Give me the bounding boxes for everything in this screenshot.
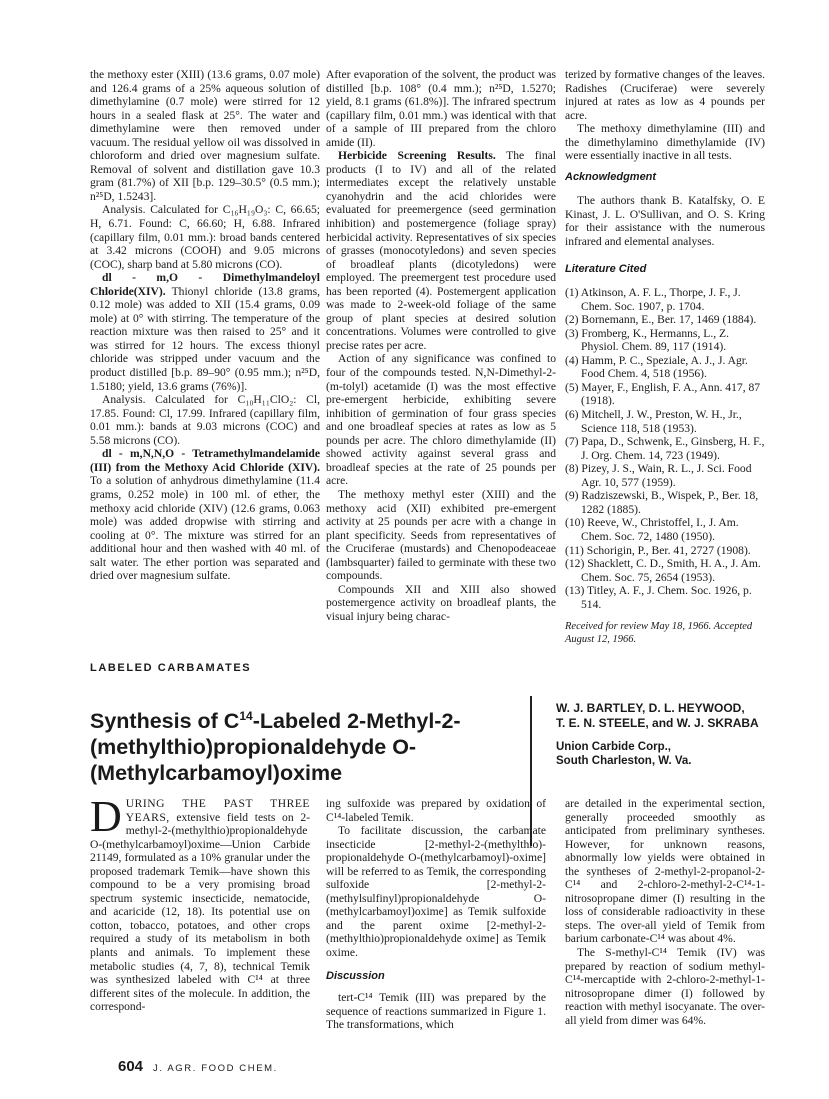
literature-heading: Literature Cited: [565, 262, 647, 275]
paragraph: [326, 583, 556, 624]
paragraph-text: The methoxy methyl ester (XIII) and the methoxy acid (XII) exhibited pre-emergent activity at 25 pounds per acre with a change in plant specificity. Seeds from representatives of the Cruciferae (mustards) and Chenopodeaceae (lambsquarter) failed to germinate with these two compounds.: [326, 487, 556, 583]
body-column-3: [565, 797, 765, 1027]
reference-item: (4) Hamm, P. C., Speziale, A. J., J. Agr. Food Chem. 4, 518 (1956).: [565, 353, 748, 381]
paragraph: To facilitate discussion, the carbamate insecticide [2-methyl-2-(methylthio)-propionaldehyde O-(methylcarbamoyl)-oxime] will be referred to as Temik, the corresponding sulfoxide [2-methyl-2-(methylsulfinyl)propionaldehyde O-(methylcarbamoyl)oxime] as Temik sulfoxide and the parent oxime [2-methyl-2-(methylthio)propionaldehyde oxime] as Temik oxime.: [326, 824, 546, 960]
paragraph: [90, 203, 320, 271]
authors: [556, 701, 776, 730]
paragraph-text: Analysis. Calculated for C₁₀H₁₁ClO₂: Cl, 17.85. Found: Cl, 17.99. Infrared (capillary film, 0.01 mm.): bands at 9.03 microns (COC) and 5.58 microns (CO).: [90, 393, 320, 447]
reference-item: (9) Radziszewski, B., Wispek, P., Ber. 18, 1282 (1885).: [565, 489, 759, 516]
received-date: Received for review May 18, 1966. Accepted August 12, 1966.: [565, 621, 753, 645]
body-column-2: [326, 797, 546, 1032]
reference-item: (2) Bornemann, E., Ber. 17, 1469 (1884).: [565, 313, 757, 327]
affiliation-line: South Charleston, W. Va.: [556, 755, 692, 767]
acknowledgment-text: The authors thank B. Katalfsky, O. E Kinast, J. L. O'Sullivan, and O. S. Kring for their assistance with the numerous infrared and elemental analyses.: [565, 194, 765, 249]
title-pre: Synthesis of C: [90, 709, 240, 734]
reference-item: (11) Schorigin, P., Ber. 41, 2727 (1908).: [565, 543, 751, 557]
paragraph-text: Thionyl chloride (13.8 grams, 0.12 mole) was added to XII (15.4 grams, 0.09 mole) at 0° with stirring. The temperature of the reaction mixture was then raised to 25° and it was stirred for 12 hours. The excess thionyl chloride was stripped under vacuum and the product distilled [b.p. 89–90° (0.95 mm.); n²⁵D, 1.5180; yield, 13.6 grams (76%)].: [90, 284, 320, 393]
paragraph-lead: Herbicide Screening Results.: [338, 149, 496, 163]
title-post: -Labeled 2-Methyl-2-(methylthio)propionaldehyde O-(Methylcarbamoyl)oxime: [90, 709, 461, 786]
paragraph-text: Analysis. Calculated for C₁₆H₁₉O₃: C, 66.65; H, 6.71. Found: C, 66.60; H, 6.88. Infrared (capillary film, 0.01 mm.): broad bands centered at 3.42 microns (COOH) and 9.05 microns (COC), sharp band at 5.80 microns (CO).: [90, 203, 320, 271]
paragraph-text: Compounds XII and XIII also showed postemergence activity on broadleaf plants, the visual injury being charac-: [326, 582, 556, 623]
affiliation: [556, 740, 776, 768]
discussion-heading: Discussion: [326, 969, 385, 982]
paragraph: [326, 488, 556, 583]
top-column-1: [90, 68, 320, 583]
author-line: T. E. N. STEELE, and W. J. SKRABA: [556, 715, 759, 730]
reference-item: (12) Shacklett, C. D., Smith, H. A., J. Am. Chem. Soc. 75, 2654 (1953).: [565, 557, 761, 584]
paragraph: [565, 122, 765, 163]
paragraph-text: After evaporation of the solvent, the product was distilled [b.p. 108° (0.4 mm.); n²⁵D, 1.5270; yield, 8.1 grams (61.8%)]. The infrared spectrum (capillary film, 0.01 mm.) was identical with that of a sample of III prepared from the chloro amide (II).: [326, 68, 556, 149]
author-line: W. J. BARTLEY, D. L. HEYWOOD,: [556, 701, 745, 715]
reference-item: (13) Titley, A. F., J. Chem. Soc. 1926, p. 514.: [565, 584, 752, 611]
page-footer: [118, 1058, 278, 1076]
column-3-intro: [565, 68, 765, 163]
paragraph: [90, 271, 320, 393]
page-number: 604: [118, 1058, 144, 1075]
reference-item: (7) Papa, D., Schwenk, E., Ginsberg, H. F., J. Org. Chem. 14, 723 (1949).: [565, 435, 765, 462]
paragraph: are detailed in the experimental section, generally proceeded smoothly as anticipated from preliminary syntheses. However, for unknown reasons, abnormally low yields were obtained in the syntheses of 2-methyl-2-propanol-2-C¹⁴ and 2-chloro-2-methyl-2-C¹⁴-1-nitrosopropane dimer (I) resulting in the loss of considerable radioactivity in these steps. The over-all yield of Temik from barium carbonate-C¹⁴ was about 4%.: [565, 797, 765, 946]
reference-item: (6) Mitchell, J. W., Preston, W. H., Jr., Science 118, 518 (1953).: [565, 408, 742, 435]
reference-item: (8) Pizey, J. S., Wain, R. L., J. Sci. Food Agr. 10, 577 (1959).: [565, 462, 752, 489]
reference-item: (10) Reeve, W., Christoffel, I., J. Am. Chem. Soc. 72, 1480 (1950).: [565, 516, 739, 543]
paragraph: [326, 352, 556, 487]
paragraph-text: The final products (I to IV) and all of the related intermediates except the relatively unstable cyanohydrin and the acid chlorides were evaluated for preemergence (seed germination inhibition) and postemergence (foliage spray) herbicidal activity. Representatives of six species of grasses (monocotyledons) and seven species of broadleaf plants (dicotyledons) were employed. The preemergent test procedure used has been reported (4). Postemergent application was made to 2-week-old foliage of the same group of plant species at desired solution concentrations. Volumes were controlled to give precise rates per acre.: [326, 149, 556, 352]
article-title: [90, 703, 520, 786]
affiliation-line: Union Carbide Corp.,: [556, 741, 671, 753]
paragraph-text: terized by formative changes of the leaves. Radishes (Cruciferae) were severely injured at rates as low as 4 pounds per acre.: [565, 68, 765, 122]
paragraph-lead: dl - m,O - Dimethylmandeloyl Chloride(XIV).: [90, 271, 320, 298]
section-label: LABELED CARBAMATES: [90, 662, 252, 674]
body-column-1: [90, 792, 310, 1014]
paragraph-text: Action of any significance was confined to four of the compounds tested. N,N-Dimethyl-2-(m-tolyl) acetamide (I) was the most effective pre-emergent herbicide, exhibiting severe inhibition of germination of four grass species and one broadleaf species at rates as low as 5 pounds per acre. The chloro dimethylamide (II) showed activity against several grass and broadleaf species at the rate of 25 pounds per acre.: [326, 352, 556, 488]
paragraph-lead: dl - m,N,N,O - Tetramethylmandelamide (III) from the Methoxy Acid Chloride (XIV).: [90, 447, 320, 474]
paragraph: tert-C¹⁴ Temik (III) was prepared by the sequence of reactions summarized in Figure 1. The transformations, which: [326, 991, 546, 1032]
paragraph-text: The methoxy dimethylamine (III) and the dimethylamino dimethylamide (IV) were essentially inactive in all tests.: [565, 122, 765, 163]
reference-item: (3) Fromberg, K., Hermanns, L., Z. Physiol. Chem. 89, 117 (1914).: [565, 326, 729, 354]
acknowledgment-heading: Acknowledgment: [565, 170, 657, 183]
paragraph-text: To a solution of anhydrous dimethylamine (11.4 grams, 0.252 mole) in 100 ml. of ether, the methoxy acid chloride (XIV) (12.6 grams, 0.063 mole) was added dropwise with stirring and cooling at 0°. The mixture was stirred for an additional hour and then washed with 40 ml. of salt water. The ether portion was separated and dried over magnesium sulfate.: [90, 474, 320, 583]
top-column-3: [565, 68, 765, 646]
top-column-2: [326, 68, 556, 623]
paragraph: [90, 68, 320, 203]
paragraph-text: the methoxy ester (XIII) (13.6 grams, 0.07 mole) and 126.4 grams of a 25% aqueous solution of dimethylamine (0.7 mole) were stirred for 12 hours in a sealed flask at 25°. The water and dimethylamine were then removed under vacuum. The residual yellow oil was dissolved in chloroform and dried over magnesium sulfate. Removal of solvent and distillation gave 10.3 gram (81.7%) of XII [b.p. 129–30.5° (0.5 mm.); n²⁵D, 1.5243].: [90, 68, 320, 203]
paragraph: [90, 393, 320, 447]
drop-cap: D: [90, 792, 122, 841]
paragraph: [90, 447, 320, 582]
reference-item: (5) Mayer, F., English, F. A., Ann. 417, 87 (1918).: [565, 380, 761, 408]
lead-in: URING THE PAST THREE YEARS,: [125, 797, 310, 824]
reference-item: (1) Atkinson, A. F. L., Thorpe, J. F., J. Chem. Soc. 1907, p. 1704.: [565, 286, 741, 313]
paragraph: ing sulfoxide was prepared by oxidation of C¹⁴-labeled Temik.: [326, 797, 546, 824]
title-sup: 14: [239, 709, 253, 723]
paragraph: [565, 68, 765, 122]
paragraph: The S-methyl-C¹⁴ Temik (IV) was prepared by reaction of sodium methyl-C¹⁴-mercaptide with 2-chloro-2-methyl-1-nitrosopropane dimer (I) followed by reaction with methyl isocyanate. The over-all yield from dimer was 64%.: [565, 946, 765, 1027]
intro-text: extensive field tests on 2-methyl-2-(methylthio)propionaldehyde O-(methylcarbamoyl)oxime—Union Carbide 21149, formulated as a 10% granular under the proposed trademark Temik—have shown this compound to be a very promising broad spectrum systemic insecticide, nematocide, and acaricide (12, 18). Its potential use on cotton, tobacco, potatoes, and other crops required a study of its metabolism in both plants and animals. To implement these metabolic studies (4, 7, 8), technical Temik was synthesized labeled with C¹⁴ at three different sites of the molecule. In addition, the correspond-: [90, 810, 310, 1014]
paragraph: [326, 149, 556, 352]
reference-list: [565, 286, 765, 611]
journal-name: J. AGR. FOOD CHEM.: [153, 1063, 278, 1074]
paragraph: [326, 68, 556, 149]
